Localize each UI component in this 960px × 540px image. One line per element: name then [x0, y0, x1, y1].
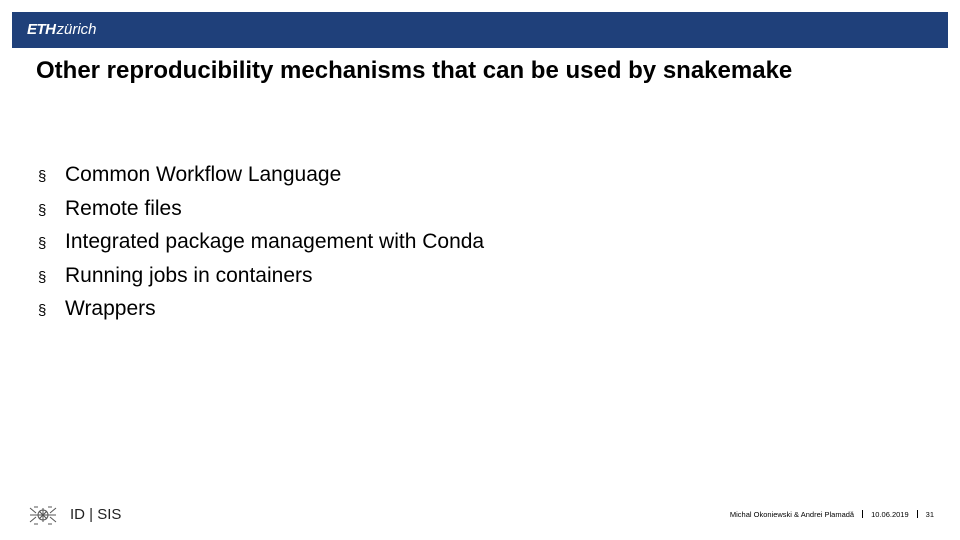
- footer-authors: Michal Okoniewski & Andrei Plamadă: [729, 510, 855, 519]
- footer-department: ID | SIS: [70, 506, 122, 523]
- eth-zurich-logo: [27, 21, 97, 39]
- footer-meta: [730, 510, 934, 520]
- eth-emblem-icon: [28, 505, 58, 526]
- footer-page-number: 31: [925, 510, 934, 519]
- slide-title: Other reproducibility mechanisms that can be used by snakemake: [36, 57, 793, 84]
- bullet-text: Common Workflow Language: [65, 163, 342, 186]
- bullet-item: [38, 194, 484, 228]
- bullet-marker: §: [38, 168, 47, 185]
- logo-eth-text: ETH: [27, 21, 56, 38]
- bullet-marker: §: [38, 235, 47, 253]
- bullet-item: [38, 294, 484, 328]
- bullet-item: [38, 227, 484, 261]
- bullet-list: [38, 160, 484, 328]
- footer-separator: [917, 510, 918, 518]
- bullet-text: Running jobs in containers: [65, 263, 313, 287]
- header-bar: [12, 12, 948, 48]
- bullet-text: Integrated package management with Conda: [65, 230, 485, 254]
- bullet-text: Wrappers: [65, 297, 156, 321]
- logo-zurich-text: zürich: [56, 21, 97, 38]
- bullet-marker: §: [38, 201, 47, 219]
- bullet-item: [38, 160, 484, 194]
- bullet-item: [38, 261, 484, 295]
- bullet-text: Remote files: [65, 196, 182, 220]
- bullet-marker: §: [38, 268, 47, 286]
- footer-separator: [862, 510, 863, 518]
- bullet-marker: §: [38, 302, 47, 320]
- footer-date: 10.06.2019: [871, 510, 909, 519]
